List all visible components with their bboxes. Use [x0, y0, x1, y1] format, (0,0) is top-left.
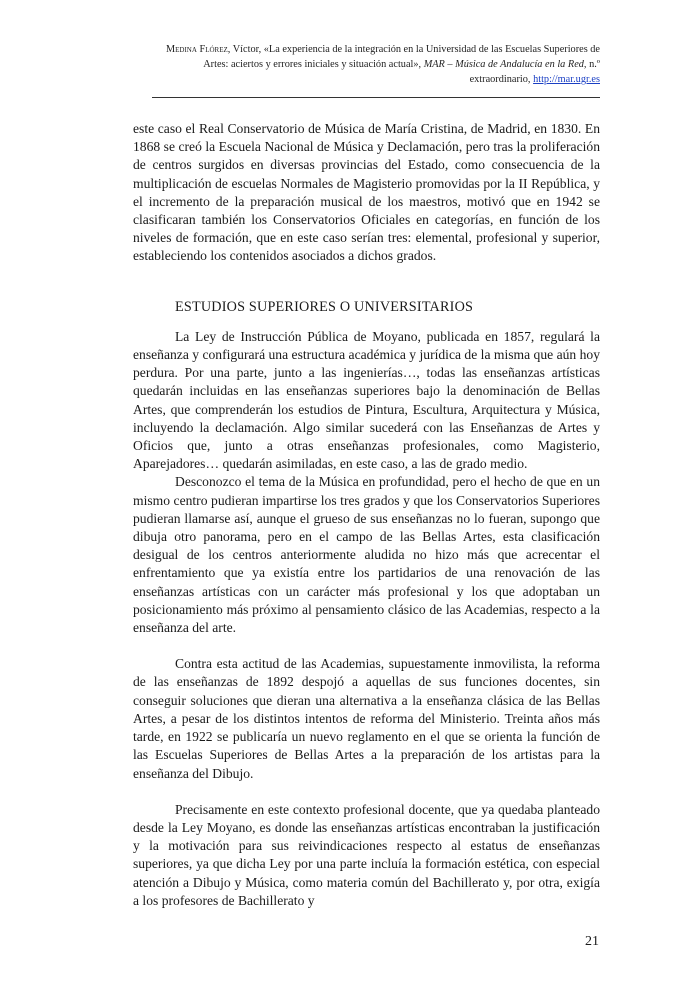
- header-citation: , Víctor, «La experiencia de la integración en la Universidad de las Escuelas Superiores de Artes: aciertos y errores iniciales y situación actual»,: [203, 44, 600, 70]
- paragraph-contexto-docente: Precisamente en este contexto profesional docente, que ya quedaba planteado desde la Ley Moyano, es donde las enseñanzas artísticas encontraban la justificación y la motivación para sus reivindicaciones respecto al estatus de enseñanzas superiores, ya que dicha Ley por una parte incluía la formación estética, con especial atención a Dibujo y Música, como materia común del Bachillerato y, por otra, exigía a los profesores de Bachillerato y: [133, 801, 600, 908]
- section-heading: ESTUDIOS SUPERIORES O UNIVERSITARIOS: [175, 298, 474, 315]
- running-header: [150, 42, 600, 87]
- page-body: [133, 120, 600, 910]
- paragraph-academias: Contra esta actitud de las Academias, supuestamente inmovilista, la reforma de las enseñanzas de 1892 despojó a aquellas de sus funciones docentes, sin conseguir soluciones que dieran una alternativa a la enseñanza clásica de las Bellas Artes, a pesar de los distintos intentos de reforma del Ministerio. Treinta años más tarde, en 1922 se publicaría un nuevo reglamento en el que se orienta la función de las Escuelas Superiores de Bellas Artes a la preparación de los artistas para la enseñanza del Dibujo.: [133, 656, 600, 781]
- page-number: 21: [585, 934, 599, 949]
- header-journal: MAR – Música de Andalucía en la Red,: [423, 59, 587, 70]
- header-url-link[interactable]: http://mar.ugr.es: [533, 74, 600, 85]
- header-issue: n.º extraordinario,: [469, 59, 600, 85]
- header-author: Medina Flórez: [165, 44, 228, 55]
- paragraph-continuation: este caso el Real Conservatorio de Música de María Cristina, de Madrid, en 1830. En 1868 se creó la Escuela Nacional de Música y Declamación, pero tras la proliferación de centros surgidos en diversas provincias del Estado, como consecuencia de la multiplicación de escuelas Normales de Magisterio promovidas por la II República, y el incremento de la preparación musical de los maestros, motivó que en 1942 se clasificaran también los Conservatorios Oficiales en categorías, en función de los niveles de formación, que en este caso serían tres: elemental, profesional y superior, estableciendo los contenidos asociados a dichos grados.: [133, 121, 600, 264]
- paragraph-musica: Desconozco el tema de la Música en profundidad, pero el hecho de que en un mismo centro pudieran impartirse los tres grados y que los Conservatorios Superiores pudieran llamarse así, aunque el grueso de sus enseñanzas no lo fueran, supongo que dibuja otro panorama, pero en el campo de las Bellas Artes, esta clasificación desigual de los centros anteriormente aludida no hizo más que acrecentar el enfrentamiento que ya existía entre los partidarios de una renovación de las enseñanzas artísticas con un carácter más profesional y los que adoptaban un posicionamiento más próximo al pensamiento clásico de las Academias, respecto a la enseñanza del arte.: [133, 474, 600, 636]
- header-rule: [152, 97, 600, 98]
- paragraph-ley-moyano: La Ley de Instrucción Pública de Moyano, publicada en 1857, regulará la enseñanza y configurará una estructura académica y jurídica de la misma que aún hoy perdura. Por una parte, junto a las ingenierías…, todas las enseñanzas artísticas quedarán incluidas en las enseñanzas superiores bajo la denominación de Bellas Artes, que comprenderán los estudios de Pintura, Escultura, Arquitectura y Música, incluyendo la declamación. Algo similar sucederá con las Enseñanzas de Artes y Oficios que, junto a otras enseñanzas profesionales, como Magisterio, Aparejadores… quedarán asimiladas, en este caso, a las de grado medio.: [133, 328, 600, 472]
